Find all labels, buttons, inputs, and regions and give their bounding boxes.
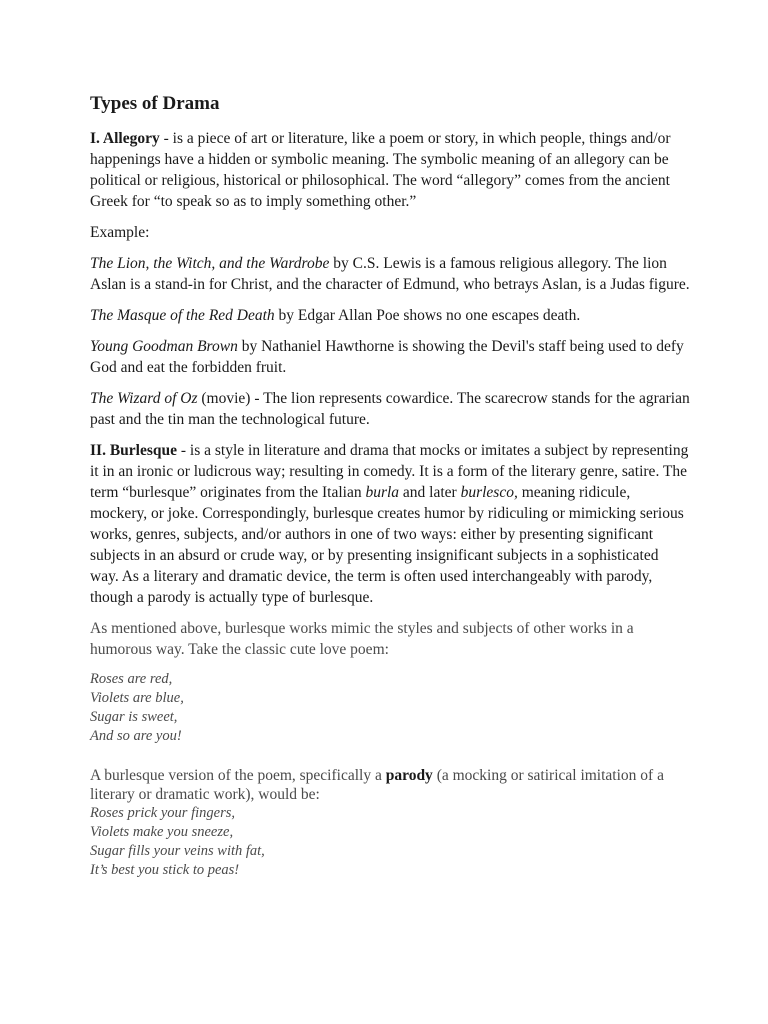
allegory-example: The Masque of the Red Death by Edgar Allan Poe shows no one escapes death. [90, 307, 581, 324]
parody-poem [90, 804, 690, 880]
poem-line: And so are you! [90, 728, 182, 744]
page-title: Types of Drama [90, 93, 220, 114]
poem-line: It’s best you stick to peas! [90, 862, 240, 878]
poem-line: Violets make you sneeze, [90, 824, 234, 840]
burlesque-mention: As mentioned above, burlesque works mimic the styles and subjects of other works in a humorous way. Take the classic cute love poem: [90, 620, 634, 658]
work-title: The Lion, the Witch, and the Wardrobe [90, 255, 330, 272]
love-poem [90, 670, 690, 746]
work-title: The Wizard of Oz [90, 390, 198, 407]
allegory-heading: I. Allegory [90, 130, 160, 147]
burlesque-heading: II. Burlesque [90, 442, 177, 459]
parody-term: parody [385, 767, 433, 784]
allegory-example: Young Goodman Brown by Nathaniel Hawthorne is showing the Devil's staff being used to defy God and eat the forbidden fruit. [90, 338, 684, 376]
poem-line: Sugar is sweet, [90, 709, 178, 725]
allegory-example: The Lion, the Witch, and the Wardrobe by C.S. Lewis is a famous religious allegory. The lion Aslan is a stand-in for Christ, and the character of Edmund, who betrays Aslan, is a Judas figure. [90, 255, 690, 293]
poem-line: Violets are blue, [90, 690, 184, 706]
allegory-definition: I. Allegory - is a piece of art or literature, like a poem or story, in which people, things and/or happenings have a hidden or symbolic meaning. The symbolic meaning of an allegory can be political or religious, historical or philosophical. The word “allegory” comes from the ancient Greek for “to speak so as to imply something other.” [90, 130, 671, 210]
poem-line: Roses prick your fingers, [90, 805, 235, 821]
parody-intro: A burlesque version of the poem, specifically a parody (a mocking or satirical imitation of a literary or dramatic work), would be: [90, 767, 664, 803]
work-title: Young Goodman Brown [90, 338, 238, 355]
burlesque-definition: II. Burlesque - is a style in literature and drama that mocks or imitates a subject by representing it in an ironic or ludicrous way; resulting in comedy. It is a form of the literary genre, satire. The term “burlesque” originates from the Italian burla and later burlesco, meaning ridicule, mockery, or joke. Correspondingly, burlesque creates humor by ridiculing or mimicking serious works, genres, subjects, and/or authors in one of two ways: either by presenting significant subjects in an absurd or crude way, or by presenting insignificant subjects in a sophisticated way. As a literary and dramatic device, the term is often used interchangeably with parody, though a parody is actually type of burlesque. [90, 442, 689, 606]
poem-line: Sugar fills your veins with fat, [90, 843, 265, 859]
example-label: Example: [90, 224, 150, 241]
document-page [90, 92, 690, 880]
allegory-example: The Wizard of Oz (movie) - The lion represents cowardice. The scarecrow stands for the agrarian past and the tin man the technological future. [90, 390, 690, 428]
work-title: The Masque of the Red Death [90, 307, 275, 324]
poem-line: Roses are red, [90, 671, 173, 687]
